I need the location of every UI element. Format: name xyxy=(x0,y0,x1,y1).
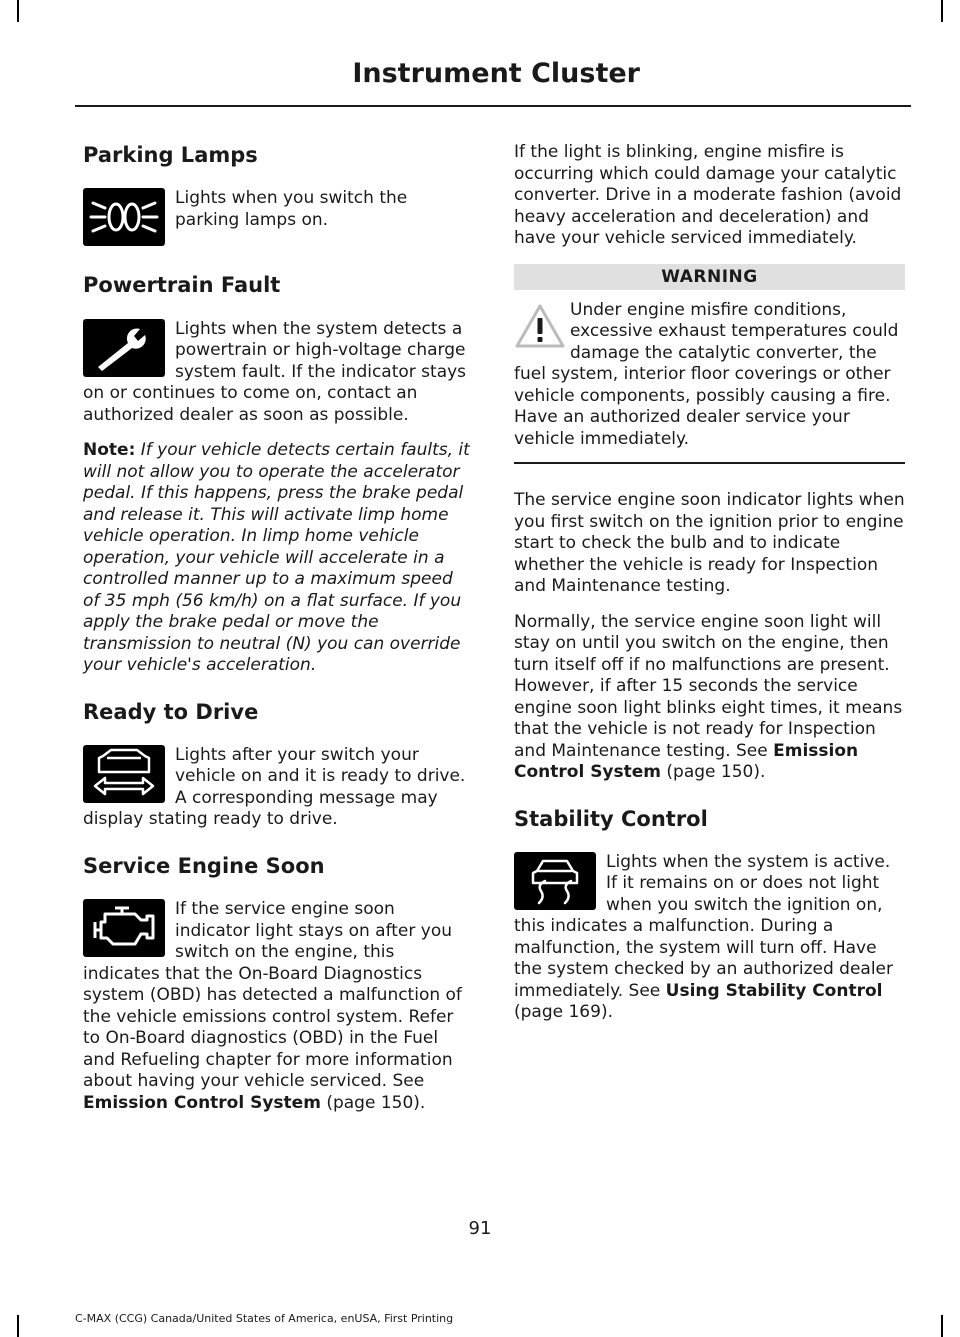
emission-control-link[interactable]: Emission Control System xyxy=(514,740,859,782)
wrench-icon xyxy=(83,319,165,377)
crop-mark xyxy=(941,0,943,22)
note-label: Note: xyxy=(83,440,136,460)
blink-paragraph: If the light is blinking, engine misfire is occurring which could damage your catalytic converter. Drive in a moderate fashion (avoid heavy acceleration and deceleration) and have your vehicle serviced immediately. xyxy=(514,142,902,248)
section-text: Lights when the system detects a powertrain or high-voltage charge system fault. If the indicator stays on or continues to come on, contact an authorized dealer as soon as possible. xyxy=(83,318,467,425)
warning-triangle-icon xyxy=(514,302,566,350)
crop-mark xyxy=(17,1315,19,1337)
section-powertrain-fault xyxy=(83,272,474,676)
section-text: Lights after your switch your vehicle on and it is ready to drive. A corresponding message may display stating ready to drive. xyxy=(83,744,466,830)
section-stability-control xyxy=(514,806,905,1024)
section-service-engine-soon xyxy=(83,853,474,1114)
paragraph: The service engine soon indicator lights when you first switch on the ignition prior to engine start to check the bulb and to indicate whether the vehicle is ready for Inspection and Maintenance testing. xyxy=(514,490,905,596)
page-number: 91 xyxy=(468,1218,492,1239)
right-column xyxy=(514,142,905,1046)
section-ready-to-drive xyxy=(83,699,474,831)
using-stability-control-link[interactable]: Using Stability Control xyxy=(665,980,883,1001)
stability-control-icon xyxy=(514,852,596,910)
page-ref: (page 150). xyxy=(320,1092,426,1113)
section-title: Ready to Drive xyxy=(83,699,259,724)
crop-mark xyxy=(17,0,19,22)
section-title: Parking Lamps xyxy=(83,143,258,167)
ready-to-drive-icon xyxy=(83,745,165,803)
footer-text: C-MAX (CCG) Canada/United States of America, enUSA, First Printing xyxy=(75,1312,454,1325)
section-parking-lamps xyxy=(83,142,474,250)
header-rule xyxy=(75,105,911,107)
warning-text: Under engine misfire conditions, excessive exhaust temperatures could damage the catalytic converter, the fuel system, interior floor coverings or other vehicle components, possibly causing a fire. Have an authorized dealer service your vehicle immediately. xyxy=(514,299,899,449)
note-paragraph xyxy=(83,440,474,677)
paragraph xyxy=(514,612,905,784)
section-title: Service Engine Soon xyxy=(83,853,325,878)
service-text: If the service engine soon indicator light stays on after you switch on the engine, this indicates that the On-Board Diagnostics system (OBD) has detected a malfunction of the vehicle emissions control system. Refer to On-Board diagnostics (OBD) in the Fuel and Refueling chapter for more information about having your vehicle serviced. See xyxy=(83,899,462,1091)
emission-control-link[interactable]: Emission Control System xyxy=(83,1092,321,1113)
section-title: Stability Control xyxy=(514,806,708,831)
page-header-title: Instrument Cluster xyxy=(352,58,640,89)
page-ref: (page 150). xyxy=(661,762,766,782)
engine-icon xyxy=(83,899,165,957)
crop-mark xyxy=(941,1315,943,1337)
parking-lamps-icon xyxy=(83,188,165,246)
section-title: Powertrain Fault xyxy=(83,273,281,298)
stability-text: Lights when the system is active. If it remains on or does not light when you switch the ignition on, this indicates a malfunction. During a malfunction, the system will turn off. Have the system checked by an authorized dealer immediately. See xyxy=(514,851,893,1001)
warning-header: WARNING xyxy=(514,264,905,290)
para2-text: Normally, the service engine soon light will stay on until you switch on the engine, then turn itself off if no malfunctions are present. However, if after 15 seconds the service engine soon light blinks eight times, it means that the vehicle is not ready for Inspection and Maintenance testing. See xyxy=(514,611,903,761)
left-column xyxy=(83,142,474,1136)
page-ref: (page 169). xyxy=(514,1002,613,1023)
section-text: Lights when you switch the parking lamps on. xyxy=(175,188,408,230)
warning-body xyxy=(514,300,905,465)
note-text: If your vehicle detects certain faults, it will not allow you to operate the accelerator pedal. If this happens, press the brake pedal and release it. This will activate limp home vehicle operation. In limp home vehicle operation, your vehicle will accelerate in a controlled manner up to a maximum speed of 35 mph (56 km/h) on a flat surface. If you apply the brake pedal or move the transmission to neutral (N) you can override your vehicle's acceleration. xyxy=(83,440,470,675)
